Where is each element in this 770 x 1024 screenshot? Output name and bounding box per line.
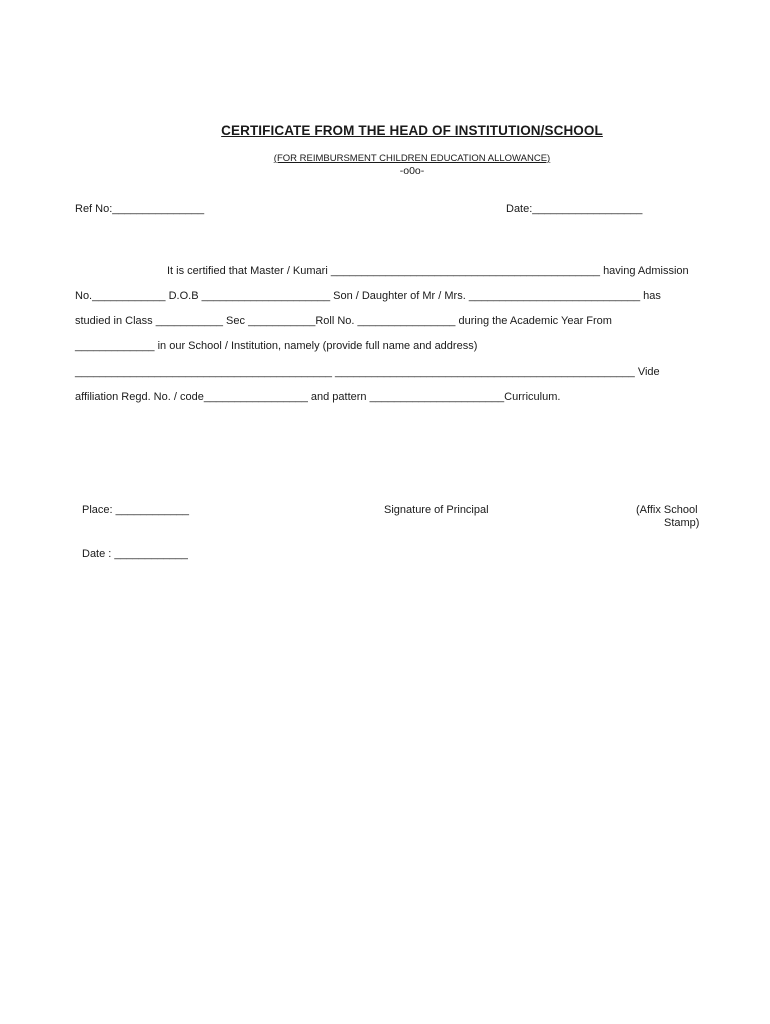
body-line-6 xyxy=(75,391,704,403)
body-line-3 xyxy=(75,315,704,327)
certificate-title: CERTIFICATE FROM THE HEAD OF INSTITUTION/SCHOOL xyxy=(221,123,603,138)
body-line-5 xyxy=(75,366,704,378)
certificate-subtitle: (FOR REIMBURSMENT CHILDREN EDUCATION ALLOWANCE) xyxy=(273,153,551,164)
body-line-1 xyxy=(75,265,704,277)
body-line-5-text: __________________________________________ _________________________________________________ Vide xyxy=(75,366,660,378)
school-stamp-label-line2: Stamp) xyxy=(664,517,700,529)
body-line-2 xyxy=(75,290,704,302)
title-separator: -o0o- xyxy=(399,165,425,177)
date-field-top: Date:__________________ xyxy=(506,203,643,215)
school-stamp-label-line1: (Affix School xyxy=(636,504,698,516)
date-field-bottom: Date : ____________ xyxy=(82,548,188,560)
body-line-2-text: No.____________ D.O.B _____________________ Son / Daughter of Mr / Mrs. ____________________________ has xyxy=(75,290,661,302)
body-line-4 xyxy=(75,340,704,352)
place-field: Place: ____________ xyxy=(82,504,190,516)
body-line-4-text: _____________ in our School / Institution, namely (provide full name and address) xyxy=(75,340,478,352)
ref-no-field: Ref No:_______________ xyxy=(75,203,205,215)
principal-signature-label: Signature of Principal xyxy=(384,504,489,516)
body-line-6-text: affiliation Regd. No. / code_________________ and pattern ______________________Curriculum. xyxy=(75,391,561,403)
body-line-3-text: studied in Class ___________ Sec ___________Roll No. ________________ during the Academic Year From xyxy=(75,315,612,327)
body-line-1-text: It is certified that Master / Kumari ____________________________________________ having Admission xyxy=(167,265,689,277)
